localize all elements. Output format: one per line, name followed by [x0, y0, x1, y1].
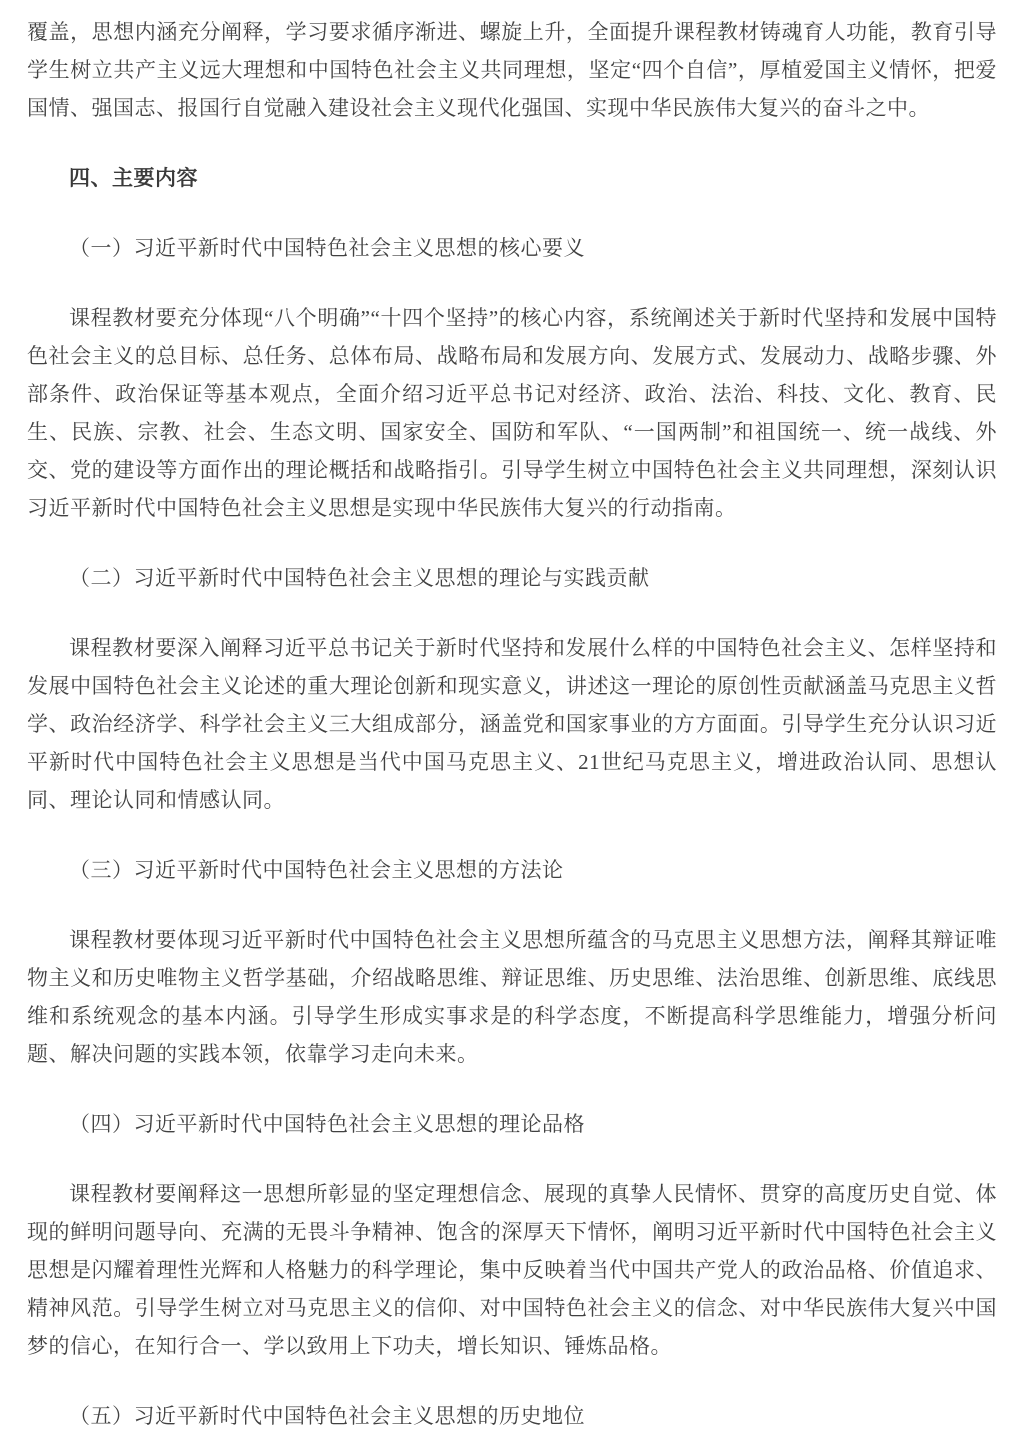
paragraph-core-essence: 课程教材要充分体现“八个明确”“十四个坚持”的核心内容，系统阐述关于新时代坚持和发展中国特色社会主义的总目标、总任务、总体布局、战略布局和发展方向、发展方式、发展动力、战略步骤、外部条件、政治保证等基本观点，全面介绍习近平总书记对经济、政治、法治、科技、文化、教育、民生、民族、宗教、社会、生态文明、国家安全、国防和军队、“一国两制”和祖国统一、统一战线、外交、党的建设等方面作出的理论概括和战略指引。引导学生树立中国特色社会主义共同理想，深刻认识习近平新时代中国特色社会主义思想是实现中华民族伟大复兴的行动指南。 [27, 306, 997, 520]
subsection-heading-2: （二）习近平新时代中国特色社会主义思想的理论与实践贡献 [69, 566, 650, 590]
paragraph-continuation: 覆盖，思想内涵充分阐释，学习要求循序渐进、螺旋上升，全面提升课程教材铸魂育人功能，教育引导学生树立共产主义远大理想和中国特色社会主义共同理想，坚定“四个自信”，厚植爱国主义情怀，把爱国情、强国志、报国行自觉融入建设社会主义现代化强国、实现中华民族伟大复兴的奋斗之中。 [27, 20, 997, 120]
paragraph-theoretical-character: 课程教材要阐释这一思想所彰显的坚定理想信念、展现的真挚人民情怀、贯穿的高度历史自觉、体现的鲜明问题导向、充满的无畏斗争精神、饱含的深厚天下情怀，阐明习近平新时代中国特色社会主义思想是闪耀着理性光辉和人格魅力的科学理论，集中反映着当代中国共产党人的政治品格、价值追求、精神风范。引导学生树立对马克思主义的信仰、对中国特色社会主义的信念、对中华民族伟大复兴中国梦的信心，在知行合一、学以致用上下功夫，增长知识、锤炼品格。 [27, 1182, 997, 1358]
subsection-heading-5: （五）习近平新时代中国特色社会主义思想的历史地位 [69, 1404, 585, 1428]
section-heading-main-content: 四、主要内容 [69, 166, 198, 190]
subsection-heading-3: （三）习近平新时代中国特色社会主义思想的方法论 [69, 858, 564, 882]
paragraph-theory-practice: 课程教材要深入阐释习近平总书记关于新时代坚持和发展什么样的中国特色社会主义、怎样坚持和发展中国特色社会主义论述的重大理论创新和现实意义，讲述这一理论的原创性贡献涵盖马克思主义哲学、政治经济学、科学社会主义三大组成部分，涵盖党和国家事业的方方面面。引导学生充分认识习近平新时代中国特色社会主义思想是当代中国马克思主义、21世纪马克思主义，增进政治认同、思想认同、理论认同和情感认同。 [27, 636, 997, 812]
subsection-heading-1: （一）习近平新时代中国特色社会主义思想的核心要义 [69, 236, 585, 260]
subsection-heading-4: （四）习近平新时代中国特色社会主义思想的理论品格 [69, 1112, 585, 1136]
paragraph-methodology: 课程教材要体现习近平新时代中国特色社会主义思想所蕴含的马克思主义思想方法，阐释其辩证唯物主义和历史唯物主义哲学基础，介绍战略思维、辩证思维、历史思维、法治思维、创新思维、底线思维和系统观念的基本内涵。引导学生形成实事求是的科学态度，不断提高科学思维能力，增强分析问题、解决问题的实践本领，依靠学习走向未来。 [27, 928, 997, 1066]
